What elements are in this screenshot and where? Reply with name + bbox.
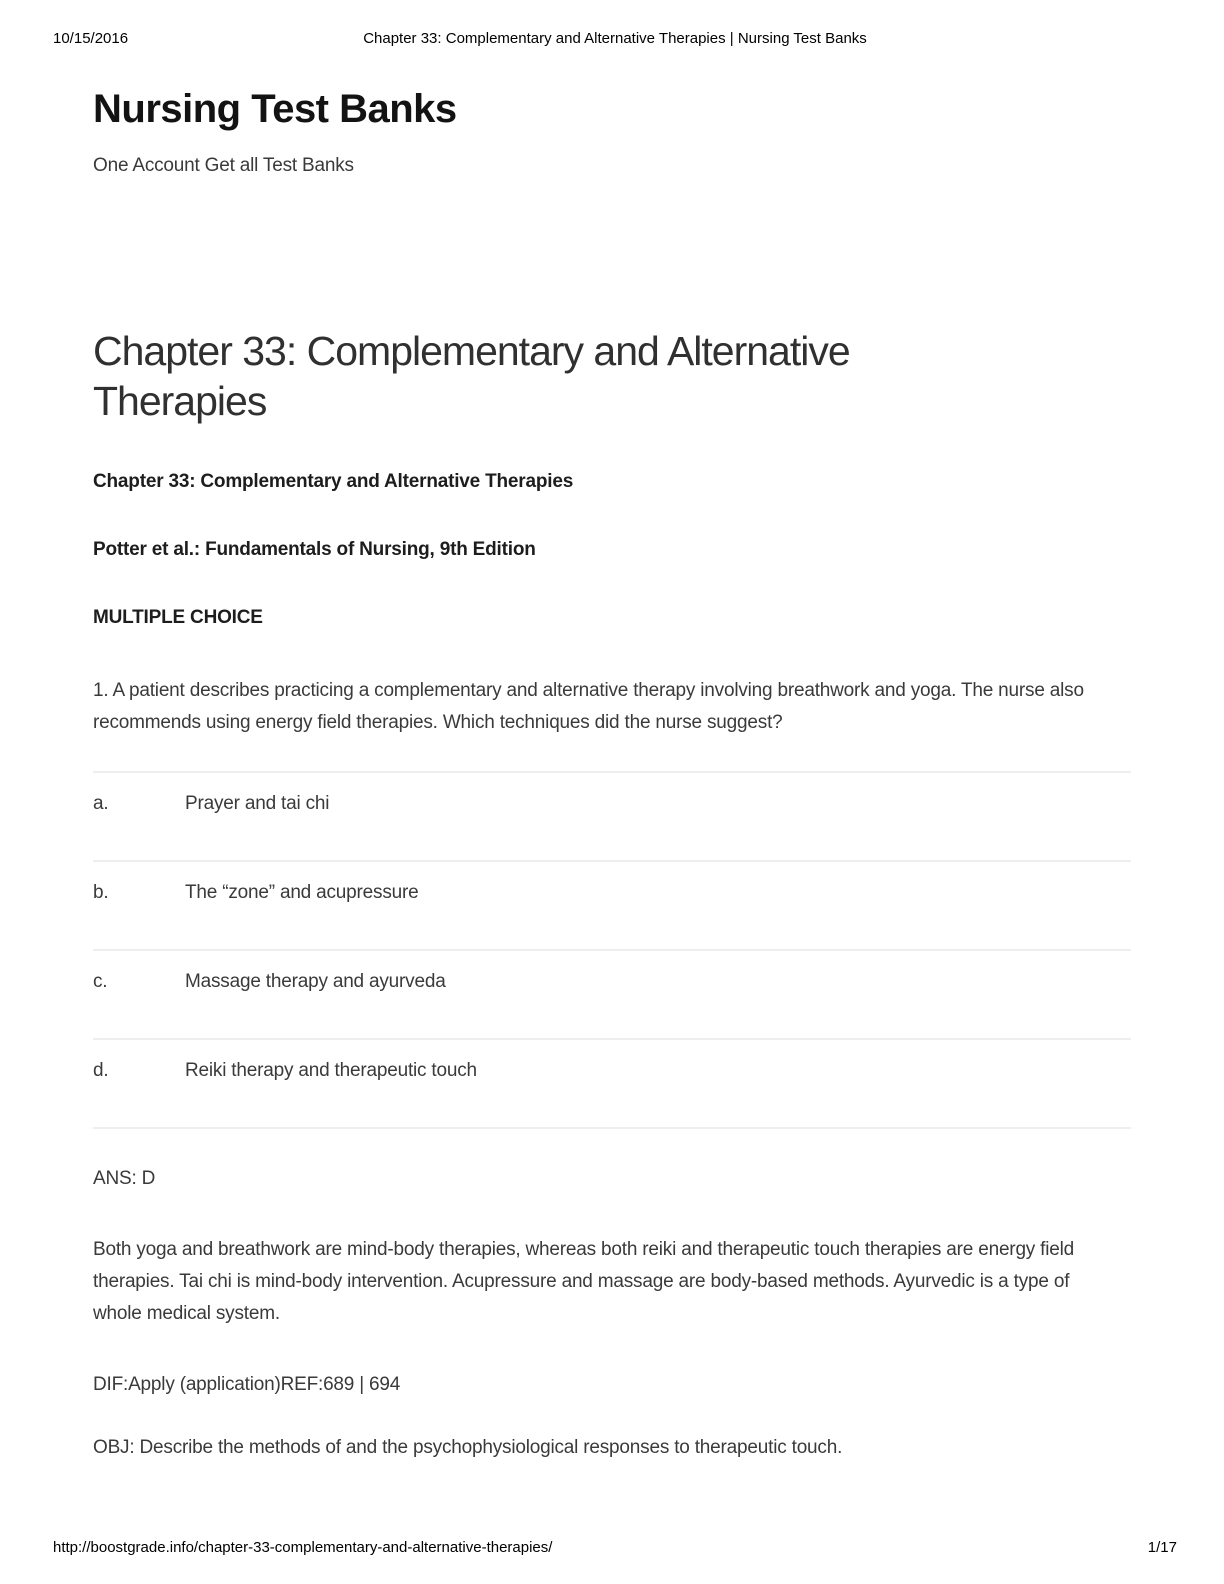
dif-ref-line: DIF:Apply (application)REF:689 | 694 <box>93 1374 401 1395</box>
chapter-subheading: Chapter 33: Complementary and Alternative Therapies <box>93 471 574 492</box>
option-letter: d. <box>93 1060 109 1081</box>
objective-line: OBJ: Describe the methods of and the psychophysiological responses to therapeutic touch. <box>93 1437 843 1458</box>
textbook-source: Potter et al.: Fundamentals of Nursing, 9th Edition <box>93 539 536 560</box>
option-letter: b. <box>93 882 109 903</box>
footer-url: http://boostgrade.info/chapter-33-complementary-and-alternative-therapies/ <box>53 1539 553 1556</box>
options-table <box>93 771 1131 1129</box>
option-text: Prayer and tai chi <box>185 793 330 814</box>
rationale-text: Both yoga and breathwork are mind-body therapies, whereas both reiki and therapeutic touch therapies are energy field therapies. Tai chi is mind-body intervention. Acupressure and massage are body-based methods. Ayurvedic is a type of whole medical system. <box>93 1239 1075 1324</box>
print-title: Chapter 33: Complementary and Alternative Therapies | Nursing Test Banks <box>363 30 867 47</box>
print-footer <box>53 1539 1177 1556</box>
option-row <box>93 860 1131 949</box>
answer-line: ANS: D <box>93 1168 156 1189</box>
print-date: 10/15/2016 <box>53 30 129 47</box>
option-row <box>93 1038 1131 1127</box>
site-tagline: One Account Get all Test Banks <box>93 155 354 176</box>
option-text: The “zone” and acupressure <box>185 882 419 903</box>
option-row <box>93 771 1131 860</box>
option-letter: a. <box>93 793 109 814</box>
option-row <box>93 949 1131 1038</box>
site-title: Nursing Test Banks <box>93 87 457 131</box>
page-content <box>93 0 1131 1458</box>
section-label: MULTIPLE CHOICE <box>93 607 263 628</box>
option-text: Reiki therapy and therapeutic touch <box>185 1060 477 1081</box>
question-text: 1. A patient describes practicing a complementary and alternative therapy involving breathwork and yoga. The nurse also recommends using energy field therapies. Which techniques did the nurse suggest? <box>93 680 1084 733</box>
option-letter: c. <box>93 971 108 992</box>
chapter-heading: Chapter 33: Complementary and Alternative Therapies <box>93 328 850 424</box>
page-number: 1/17 <box>1147 1539 1177 1556</box>
option-text: Massage therapy and ayurveda <box>185 971 446 992</box>
